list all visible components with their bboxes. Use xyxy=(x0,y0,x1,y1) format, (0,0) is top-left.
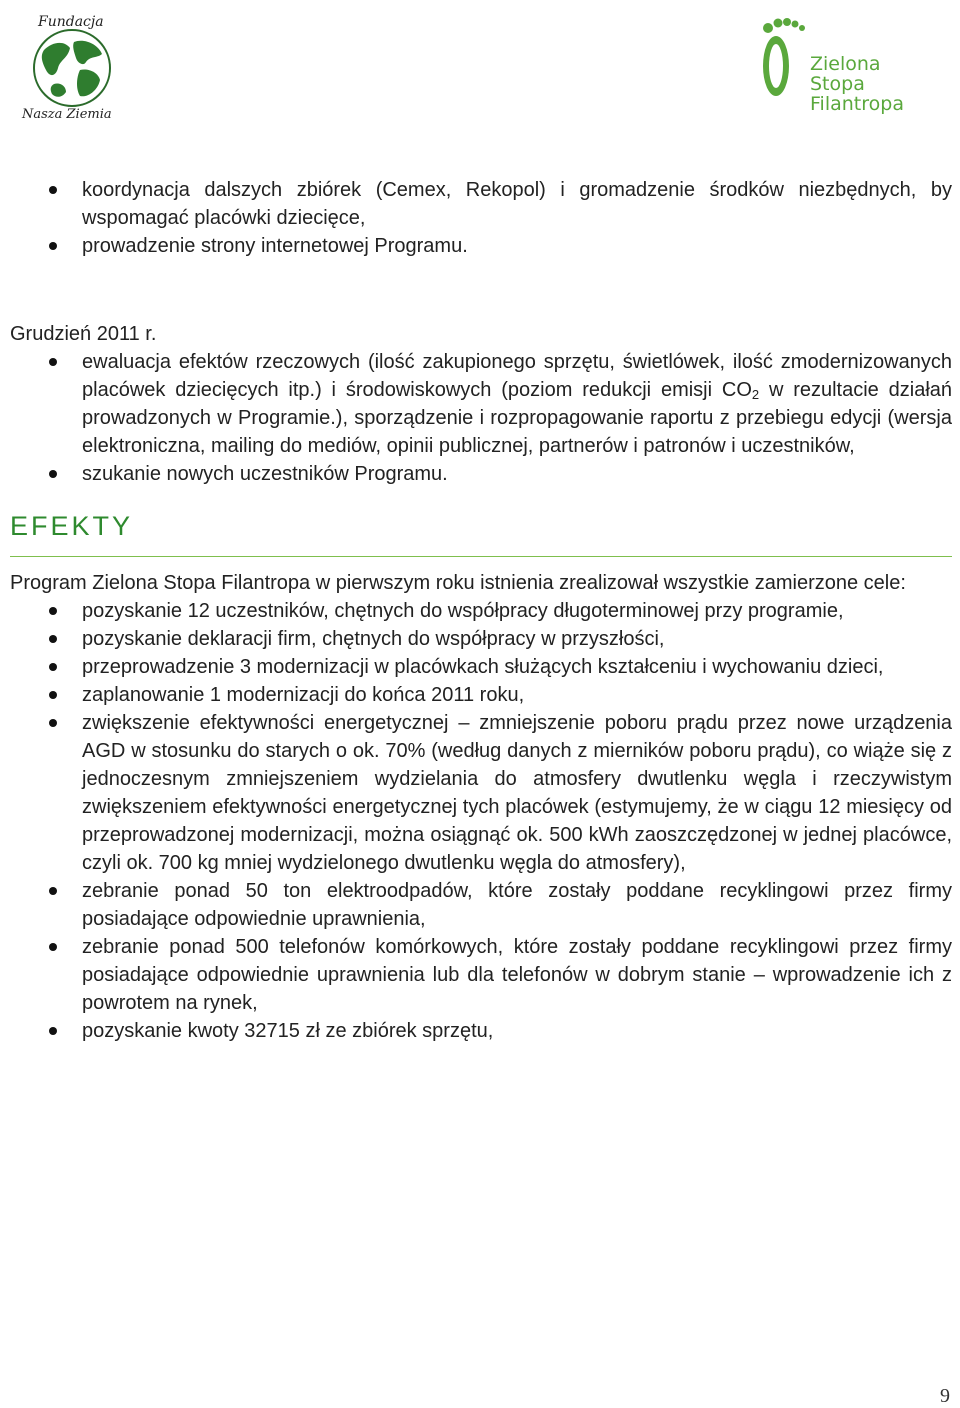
list-item: zwiększenie efektywności energetycznej – zmniejszenie poboru prądu przez nowe urządzenia AGD w stosunku do starych o ok. 70% (według danych z mierników poboru prądu), co wiąże się z jednoczesnym zmniejszeniem wydzielania do atmosfery dwutlenku węgla i rzeczywistym zwiększeniem efektywności energetycznej tych placówek (estymujemy, że w ciągu 12 miesięcy od przeprowadzonej modernizacji, można osiągnąć ok. 500 kWh zaoszczędzonej w jednej placówce, czyli ok. 700 kg mniej wydzielonego dwutlenku węgla do atmosfery), xyxy=(10,709,952,877)
section-title: EFEKTY xyxy=(10,511,134,541)
list-item: pozyskanie kwoty 32715 zł ze zbiórek sprzętu, xyxy=(10,1017,952,1045)
document-body xyxy=(10,176,952,1045)
section-divider xyxy=(10,556,952,557)
list-item: przeprowadzenie 3 modernizacji w placówkach służących kształceniu i wychowaniu dzieci, xyxy=(10,653,952,681)
list-item xyxy=(10,348,952,460)
bullet-list-december xyxy=(10,348,952,488)
list-item: prowadzenie strony internetowej Programu. xyxy=(10,232,952,260)
section-intro: Program Zielona Stopa Filantropa w pierwszym roku istnienia zrealizował wszystkie zamierzone cele: xyxy=(10,572,906,594)
logo-right-line3: Filantropa xyxy=(810,93,904,115)
list-item: szukanie nowych uczestników Programu. xyxy=(10,460,952,488)
list-item: zebranie ponad 50 ton elektroodpadów, które zostały poddane recyklingowi przez firmy posiadające odpowiednie uprawnienia, xyxy=(10,877,952,933)
item-text: w rezultacie działań prowadzonych w Programie.), sporządzenie i rozpropagowanie raportu z przebiegu edycji (wersja elektroniczna, mailing do mediów, opinii publicznej, partnerów i patronów i uczestników, xyxy=(82,379,953,457)
logo-left-line1: Fundacja xyxy=(38,14,104,30)
list-item: zaplanowanie 1 modernizacji do końca 2011 roku, xyxy=(10,681,952,709)
bullet-list-efekty xyxy=(10,597,952,1045)
bullet-list-top xyxy=(10,176,952,260)
list-item: koordynacja dalszych zbiórek (Cemex, Rekopol) i gromadzenie środków niezbędnych, by wspomagać placówki dziecięce, xyxy=(10,176,952,232)
logo-right-line1: Zielona xyxy=(810,53,881,75)
fundacja-nasza-ziemia-logo xyxy=(14,6,130,124)
logo-left-line2: Nasza Ziemia xyxy=(22,107,112,122)
month-heading: Grudzień 2011 r. xyxy=(10,323,157,345)
list-item: pozyskanie 12 uczestników, chętnych do współpracy długoterminowej przy programie, xyxy=(10,597,952,625)
list-item: pozyskanie deklaracji firm, chętnych do współpracy w przyszłości, xyxy=(10,625,952,653)
page-number: 9 xyxy=(940,1385,950,1407)
logo-right-line2: Stopa xyxy=(810,73,865,95)
subscript: 2 xyxy=(751,387,760,402)
zielona-stopa-filantropa-logo xyxy=(752,8,912,118)
item-text: ewaluacja efektów rzeczowych (ilość zakupionego sprzętu, świetlówek, ilość zmodernizowanych placówek dziecięcych itp.) i środowiskowych (poziom redukcji emisji CO xyxy=(82,351,952,401)
list-item: zebranie ponad 500 telefonów komórkowych, które zostały poddane recyklingowi przez firmy posiadające odpowiednie uprawnienia lub dla telefonów w dobrym stanie – wprowadzenie ich z powrotem na rynek, xyxy=(10,933,952,1017)
